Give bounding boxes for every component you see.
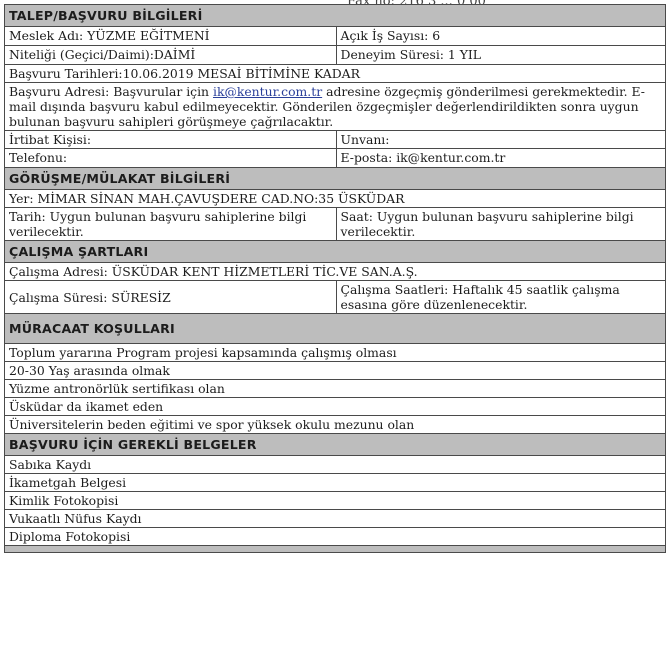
job-posting-table <box>4 4 666 553</box>
basvuru-adresi-intro: Başvuru Adresi: Başvurular için <box>9 84 213 99</box>
list-item: Toplum yararına Program projesi kapsamında çalışmış olması <box>5 344 666 362</box>
unvani: Unvanı: <box>336 131 665 149</box>
calisma-saatleri: Çalışma Saatleri: Haftalık 45 saatlik çalışma esasına göre düzenlenecektir. <box>336 281 665 314</box>
section-heading-belgeler: BAŞVURU İÇİN GEREKLİ BELGELER <box>5 434 666 456</box>
calisma-suresi: Çalışma Süresi: SÜRESİZ <box>5 281 337 314</box>
basvuru-tarihleri: Başvuru Tarihleri:10.06.2019 MESAİ BİTİMİNE KADAR <box>5 65 666 83</box>
list-item: Vukaatlı Nüfus Kaydı <box>5 510 666 528</box>
acik-is-sayisi: Açık İş Sayısı: 6 <box>336 27 665 46</box>
gorusme-tarihi: Tarih: Uygun bulunan başvuru sahiplerine bilgi verilecektir. <box>5 208 337 241</box>
section-heading-calisma: ÇALIŞMA ŞARTLARI <box>5 241 666 263</box>
section-heading-gorusme: GÖRÜŞME/MÜLAKAT BİLGİLERİ <box>5 168 666 190</box>
email-link[interactable]: ik@kentur.com.tr <box>212 84 323 99</box>
deneyim-suresi: Deneyim Süresi: 1 YIL <box>336 46 665 65</box>
list-item: Sabıka Kaydı <box>5 456 666 474</box>
list-item: Diploma Fotokopisi <box>5 528 666 546</box>
list-item: Üniversitelerin beden eğitimi ve spor yüksek okulu mezunu olan <box>5 416 666 434</box>
calisma-adresi: Çalışma Adresi: ÜSKÜDAR KENT HİZMETLERİ TİC.VE SAN.A.Ş. <box>5 263 666 281</box>
basvuru-adresi <box>5 83 666 131</box>
section-heading-cutoff <box>5 546 666 553</box>
irtibat-kisisi: İrtibat Kişisi: <box>5 131 337 149</box>
list-item: Kimlik Fotokopisi <box>5 492 666 510</box>
list-item: Üsküdar da ikamet eden <box>5 398 666 416</box>
gorusme-yeri: Yer: MİMAR SİNAN MAH.ÇAVUŞDERE CAD.NO:35 ÜSKÜDAR <box>5 190 666 208</box>
telefonu: Telefonu: <box>5 149 337 168</box>
section-heading-talep: TALEP/BAŞVURU BİLGİLERİ <box>5 5 666 27</box>
basvuru-adresi-detail: adresine özgeçmiş gönderilmesi gerekmektedir. E-mail dışında başvuru kabul edilmeyecektir. Gönderilen özgeçmişler değerlendirildikten sonra uygun bulunan başvuru sahipleri görüşmeye çağrılacaktır. <box>9 84 645 129</box>
list-item: 20-30 Yaş arasında olmak <box>5 362 666 380</box>
niteligi: Niteliği (Geçici/Daimi):DAİMİ <box>5 46 337 65</box>
document-page <box>4 0 666 665</box>
list-item: Yüzme antronörlük sertifikası olan <box>5 380 666 398</box>
list-item: İkametgah Belgesi <box>5 474 666 492</box>
gorusme-saati: Saat: Uygun bulunan başvuru sahiplerine bilgi verilecektir. <box>336 208 665 241</box>
section-heading-muracaat: MÜRACAAT KOŞULLARI <box>5 314 666 344</box>
meslek-adi: Meslek Adı: YÜZME EĞİTMENİ <box>5 27 337 46</box>
e-posta: E-posta: ik@kentur.com.tr <box>336 149 665 168</box>
